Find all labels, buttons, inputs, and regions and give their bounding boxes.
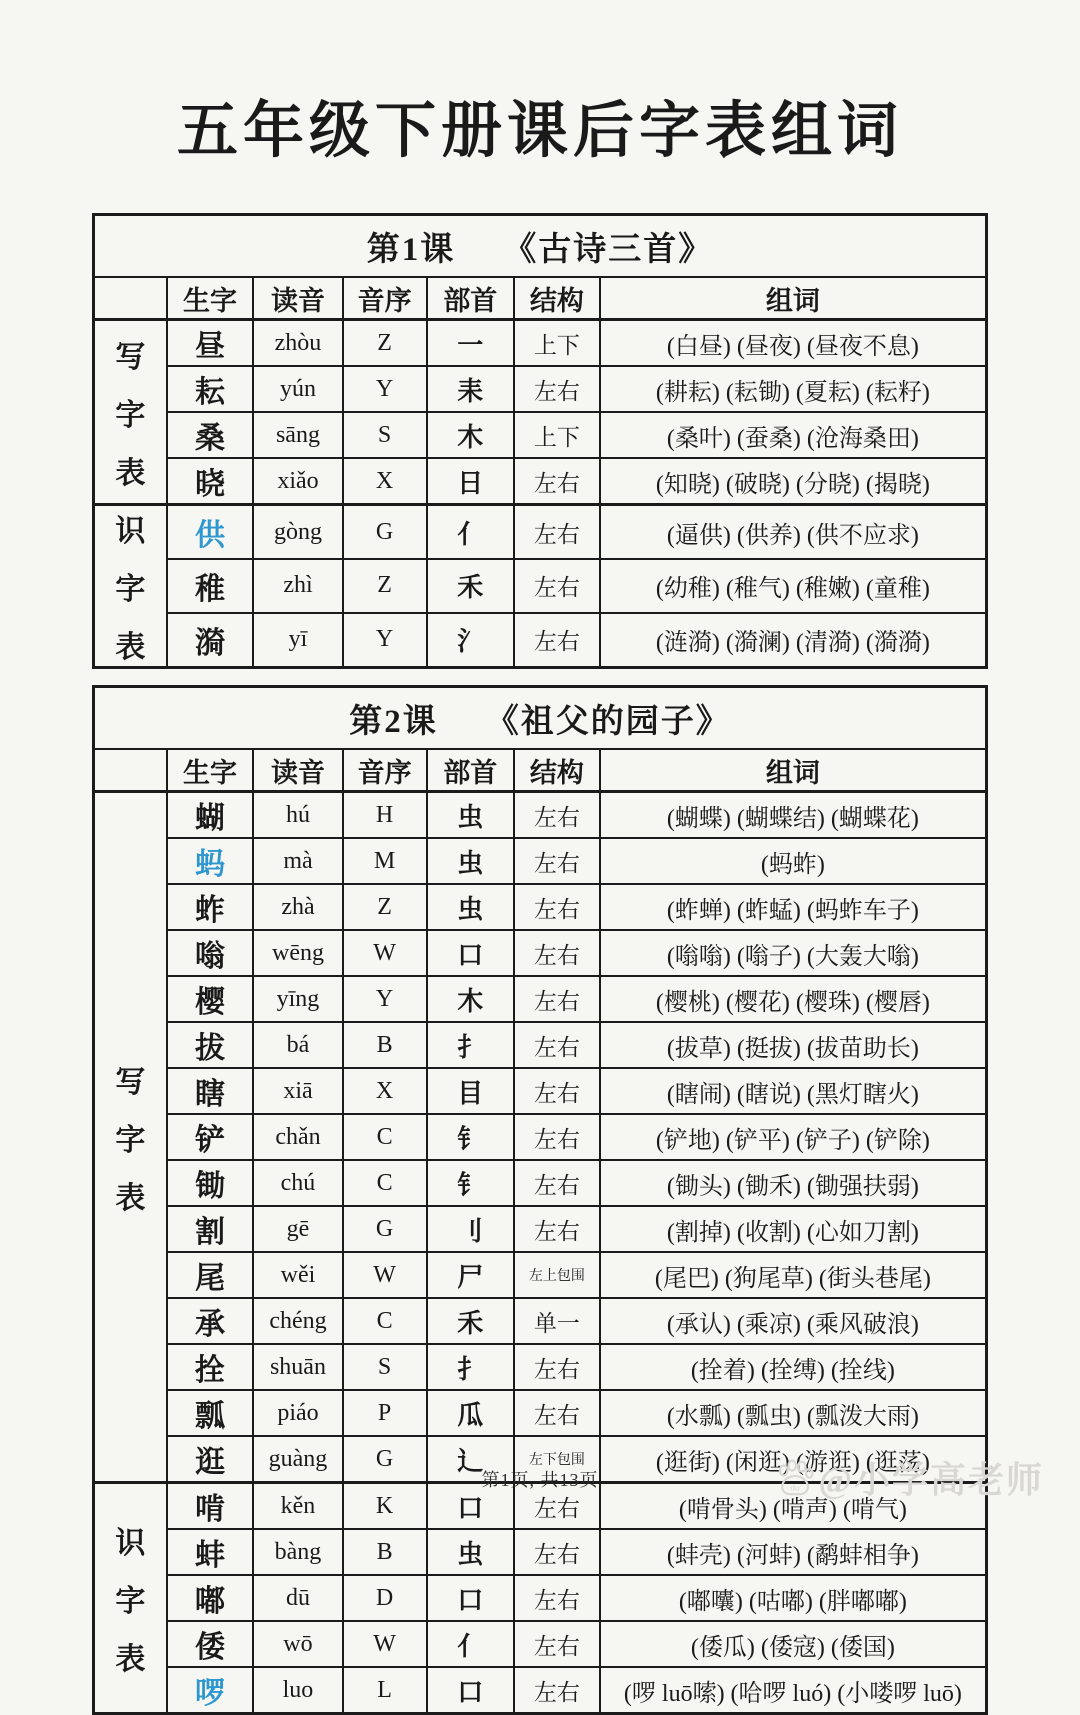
cell-radical: 口 bbox=[427, 1483, 515, 1530]
cell-structure: 左右 bbox=[514, 1483, 600, 1530]
group-label-char: 识 bbox=[115, 515, 146, 548]
cell-structure: 左右 bbox=[514, 976, 600, 1022]
cell-structure: 左右 bbox=[514, 1022, 600, 1068]
cell-pinyin: luo bbox=[253, 1667, 342, 1714]
table-row bbox=[94, 1621, 987, 1667]
col-header-char: 生字 bbox=[167, 277, 254, 320]
cell-words: (耕耘) (耘锄) (夏耘) (耘籽) bbox=[600, 366, 987, 412]
cell-initial: S bbox=[343, 412, 427, 458]
cell-radical: 耒 bbox=[427, 366, 515, 412]
lesson-1-number: 第1课 bbox=[366, 231, 456, 268]
table-row bbox=[94, 412, 987, 458]
lesson-2-table bbox=[92, 685, 988, 1715]
cell-initial: C bbox=[343, 1298, 427, 1344]
table-row bbox=[94, 458, 987, 505]
cell-initial: G bbox=[343, 1206, 427, 1252]
table-row bbox=[94, 1298, 987, 1344]
cell-pinyin: bàng bbox=[253, 1529, 342, 1575]
cell-initial: C bbox=[343, 1160, 427, 1206]
cell-pinyin: xiǎo bbox=[253, 458, 342, 505]
cell-radical: 虫 bbox=[427, 884, 515, 930]
table-row bbox=[94, 1667, 987, 1714]
cell-words: (啰 luō嗦) (哈啰 luó) (小喽啰 luō) bbox=[600, 1667, 987, 1714]
cell-pinyin: gē bbox=[253, 1206, 342, 1252]
cell-char: 嗡 bbox=[167, 930, 254, 976]
cell-structure: 左右 bbox=[514, 1344, 600, 1390]
cell-radical: 禾 bbox=[427, 559, 515, 613]
cell-pinyin: zhòu bbox=[253, 320, 342, 367]
cell-radical: 口 bbox=[427, 930, 515, 976]
cell-char: 蚱 bbox=[167, 884, 254, 930]
corner-cell bbox=[94, 749, 167, 792]
paw-icon bbox=[775, 1458, 815, 1498]
group-label-char: 字 bbox=[115, 1124, 146, 1157]
cell-radical: 扌 bbox=[427, 1344, 515, 1390]
cell-char: 倭 bbox=[167, 1621, 254, 1667]
cell-pinyin: yīng bbox=[253, 976, 342, 1022]
cell-char: 漪 bbox=[167, 613, 254, 668]
table-row bbox=[94, 1390, 987, 1436]
cell-pinyin: yī bbox=[253, 613, 342, 668]
cell-pinyin: kěn bbox=[253, 1483, 342, 1530]
cell-structure: 左右 bbox=[514, 930, 600, 976]
cell-pinyin: shuān bbox=[253, 1344, 342, 1390]
cell-radical: 一 bbox=[427, 320, 515, 367]
table-row bbox=[94, 930, 987, 976]
cell-structure: 左右 bbox=[514, 792, 600, 839]
table-row bbox=[94, 320, 987, 367]
cell-initial: G bbox=[343, 505, 427, 560]
cell-words: (锄头) (锄禾) (锄强扶弱) bbox=[600, 1160, 987, 1206]
cell-words: (蚌壳) (河蚌) (鹬蚌相争) bbox=[600, 1529, 987, 1575]
col-header-char: 生字 bbox=[167, 749, 254, 792]
cell-words: (逛街) (闲逛) (游逛) (逛荡) bbox=[600, 1436, 987, 1483]
table-row bbox=[94, 1344, 987, 1390]
group-label-char: 表 bbox=[115, 631, 146, 664]
cell-words: (蝴蝶) (蝴蝶结) (蝴蝶花) bbox=[600, 792, 987, 839]
cell-structure: 左右 bbox=[514, 1206, 600, 1252]
cell-structure: 左右 bbox=[514, 1114, 600, 1160]
cell-radical: 扌 bbox=[427, 1022, 515, 1068]
cell-initial: G bbox=[343, 1436, 427, 1483]
table-row bbox=[94, 1206, 987, 1252]
cell-char: 拔 bbox=[167, 1022, 254, 1068]
cell-char: 啃 bbox=[167, 1483, 254, 1530]
cell-char: 蚂 bbox=[167, 838, 254, 884]
cell-radical: 虫 bbox=[427, 838, 515, 884]
cell-char: 嘟 bbox=[167, 1575, 254, 1621]
col-header-initial: 音序 bbox=[343, 277, 427, 320]
cell-words: (嗡嗡) (嗡子) (大轰大嗡) bbox=[600, 930, 987, 976]
cell-structure: 上下 bbox=[514, 320, 600, 367]
cell-initial: Y bbox=[343, 366, 427, 412]
table-row bbox=[94, 884, 987, 930]
cell-char: 昼 bbox=[167, 320, 254, 367]
cell-words: (割掉) (收割) (心如刀割) bbox=[600, 1206, 987, 1252]
cell-structure: 上下 bbox=[514, 412, 600, 458]
cell-initial: P bbox=[343, 1390, 427, 1436]
table-row bbox=[94, 613, 987, 668]
group-label-char: 表 bbox=[115, 457, 146, 490]
lesson-1-header-row bbox=[94, 277, 987, 320]
table-row bbox=[94, 1529, 987, 1575]
lesson-1-title-row bbox=[94, 215, 987, 278]
cell-structure: 左右 bbox=[514, 1068, 600, 1114]
cell-char: 逛 bbox=[167, 1436, 254, 1483]
cell-radical: 日 bbox=[427, 458, 515, 505]
cell-char: 蝴 bbox=[167, 792, 254, 839]
group-label bbox=[94, 505, 167, 668]
lesson-1-body bbox=[94, 320, 987, 668]
cell-char: 锄 bbox=[167, 1160, 254, 1206]
cell-structure: 左右 bbox=[514, 458, 600, 505]
cell-char: 割 bbox=[167, 1206, 254, 1252]
cell-words: (瞎闹) (瞎说) (黑灯瞎火) bbox=[600, 1068, 987, 1114]
cell-char: 啰 bbox=[167, 1667, 254, 1714]
table-row bbox=[94, 838, 987, 884]
lesson-2-book-title: 《祖父的园子》 bbox=[485, 703, 731, 740]
col-header-pinyin: 读音 bbox=[253, 749, 342, 792]
group-label-char: 字 bbox=[115, 1585, 146, 1618]
cell-words: (幼稚) (稚气) (稚嫩) (童稚) bbox=[600, 559, 987, 613]
cell-radical: 钅 bbox=[427, 1160, 515, 1206]
cell-structure: 左下包围 bbox=[514, 1436, 600, 1483]
cell-structure: 左右 bbox=[514, 1160, 600, 1206]
cell-initial: B bbox=[343, 1022, 427, 1068]
cell-words: (尾巴) (狗尾草) (街头巷尾) bbox=[600, 1252, 987, 1298]
cell-structure: 左右 bbox=[514, 838, 600, 884]
group-label-char: 表 bbox=[115, 1643, 146, 1676]
cell-initial: X bbox=[343, 1068, 427, 1114]
cell-structure: 左上包围 bbox=[514, 1252, 600, 1298]
group-label bbox=[94, 792, 167, 1483]
cell-structure: 左右 bbox=[514, 1621, 600, 1667]
cell-radical: 虫 bbox=[427, 792, 515, 839]
cell-pinyin: wěi bbox=[253, 1252, 342, 1298]
cell-words: (蚂蚱) bbox=[600, 838, 987, 884]
cell-radical: 口 bbox=[427, 1667, 515, 1714]
cell-words: (拴着) (拴缚) (拴线) bbox=[600, 1344, 987, 1390]
table-row bbox=[94, 1114, 987, 1160]
lesson-2-title-cell bbox=[94, 687, 987, 750]
paw-label: du bbox=[789, 1481, 800, 1492]
cell-words: (拔草) (挺拔) (拔苗助长) bbox=[600, 1022, 987, 1068]
lesson-2-number: 第2课 bbox=[349, 703, 438, 740]
cell-radical: 尸 bbox=[427, 1252, 515, 1298]
col-header-words: 组词 bbox=[600, 749, 987, 792]
cell-words: (倭瓜) (倭寇) (倭国) bbox=[600, 1621, 987, 1667]
table-row bbox=[94, 1252, 987, 1298]
cell-words: (啃骨头) (啃声) (啃气) bbox=[600, 1483, 987, 1530]
col-header-structure: 结构 bbox=[514, 277, 600, 320]
col-header-pinyin: 读音 bbox=[253, 277, 342, 320]
cell-initial: W bbox=[343, 1252, 427, 1298]
cell-radical: 木 bbox=[427, 976, 515, 1022]
cell-char: 桑 bbox=[167, 412, 254, 458]
cell-initial: L bbox=[343, 1667, 427, 1714]
table-row bbox=[94, 559, 987, 613]
cell-pinyin: piáo bbox=[253, 1390, 342, 1436]
group-label-char: 写 bbox=[115, 341, 146, 374]
cell-structure: 左右 bbox=[514, 1390, 600, 1436]
cell-char: 尾 bbox=[167, 1252, 254, 1298]
cell-initial: W bbox=[343, 1621, 427, 1667]
cell-structure: 左右 bbox=[514, 884, 600, 930]
cell-char: 瞎 bbox=[167, 1068, 254, 1114]
cell-radical: 亻 bbox=[427, 1621, 515, 1667]
cell-char: 樱 bbox=[167, 976, 254, 1022]
cell-char: 瓢 bbox=[167, 1390, 254, 1436]
cell-pinyin: guàng bbox=[253, 1436, 342, 1483]
page-title: 五年级下册课后字表组词 bbox=[176, 98, 903, 165]
cell-radical: 氵 bbox=[427, 613, 515, 668]
group-label-char: 字 bbox=[115, 399, 146, 432]
cell-initial: Z bbox=[343, 884, 427, 930]
group-label-char: 写 bbox=[115, 1066, 146, 1099]
cell-initial: H bbox=[343, 792, 427, 839]
cell-char: 承 bbox=[167, 1298, 254, 1344]
lesson-1-table bbox=[92, 213, 988, 669]
cell-words: (逼供) (供养) (供不应求) bbox=[600, 505, 987, 560]
group-label bbox=[94, 1483, 167, 1714]
cell-initial: Y bbox=[343, 613, 427, 668]
cell-pinyin: wēng bbox=[253, 930, 342, 976]
watermark bbox=[775, 1452, 1045, 1503]
table-row bbox=[94, 366, 987, 412]
lesson-2-header-row bbox=[94, 749, 987, 792]
lesson-1-title-cell bbox=[94, 215, 987, 278]
cell-radical: 亻 bbox=[427, 505, 515, 560]
table-row bbox=[94, 1575, 987, 1621]
table-row bbox=[94, 1022, 987, 1068]
cell-pinyin: dū bbox=[253, 1575, 342, 1621]
lesson-2-body bbox=[94, 792, 987, 1714]
cell-structure: 左右 bbox=[514, 1529, 600, 1575]
watermark-text: @小学高老师 bbox=[818, 1460, 1044, 1500]
cell-radical: 虫 bbox=[427, 1529, 515, 1575]
cell-structure: 左右 bbox=[514, 1667, 600, 1714]
cell-char: 耘 bbox=[167, 366, 254, 412]
cell-initial: K bbox=[343, 1483, 427, 1530]
cell-pinyin: sāng bbox=[253, 412, 342, 458]
cell-pinyin: bá bbox=[253, 1022, 342, 1068]
cell-structure: 左右 bbox=[514, 366, 600, 412]
cell-structure: 左右 bbox=[514, 559, 600, 613]
cell-initial: Z bbox=[343, 559, 427, 613]
table-row bbox=[94, 505, 987, 560]
cell-char: 拴 bbox=[167, 1344, 254, 1390]
cell-words: (涟漪) (漪澜) (清漪) (漪漪) bbox=[600, 613, 987, 668]
table-row bbox=[94, 1068, 987, 1114]
cell-pinyin: yún bbox=[253, 366, 342, 412]
cell-words: (铲地) (铲平) (铲子) (铲除) bbox=[600, 1114, 987, 1160]
cell-radical: 瓜 bbox=[427, 1390, 515, 1436]
cell-words: (白昼) (昼夜) (昼夜不息) bbox=[600, 320, 987, 367]
table-row bbox=[94, 976, 987, 1022]
page-footer: 第1页, 共13页 bbox=[481, 1470, 599, 1490]
cell-initial: B bbox=[343, 1529, 427, 1575]
cell-char: 晓 bbox=[167, 458, 254, 505]
group-label-char: 表 bbox=[115, 1182, 146, 1215]
col-header-radical: 部首 bbox=[427, 277, 515, 320]
group-label-char: 字 bbox=[115, 573, 146, 606]
cell-char: 供 bbox=[167, 505, 254, 560]
col-header-words: 组词 bbox=[600, 277, 987, 320]
cell-radical: 刂 bbox=[427, 1206, 515, 1252]
cell-pinyin: mà bbox=[253, 838, 342, 884]
cell-initial: X bbox=[343, 458, 427, 505]
cell-words: (嘟囔) (咕嘟) (胖嘟嘟) bbox=[600, 1575, 987, 1621]
cell-pinyin: gòng bbox=[253, 505, 342, 560]
group-label-char: 识 bbox=[115, 1527, 146, 1560]
cell-radical: 目 bbox=[427, 1068, 515, 1114]
group-label bbox=[94, 320, 167, 505]
cell-initial: S bbox=[343, 1344, 427, 1390]
cell-pinyin: wō bbox=[253, 1621, 342, 1667]
cell-pinyin: chéng bbox=[253, 1298, 342, 1344]
cell-words: (承认) (乘凉) (乘风破浪) bbox=[600, 1298, 987, 1344]
col-header-initial: 音序 bbox=[343, 749, 427, 792]
cell-pinyin: zhì bbox=[253, 559, 342, 613]
cell-initial: M bbox=[343, 838, 427, 884]
cell-pinyin: hú bbox=[253, 792, 342, 839]
cell-words: (蚱蝉) (蚱蜢) (蚂蚱车子) bbox=[600, 884, 987, 930]
lesson-2-title-row bbox=[94, 687, 987, 750]
cell-words: (桑叶) (蚕桑) (沧海桑田) bbox=[600, 412, 987, 458]
cell-initial: D bbox=[343, 1575, 427, 1621]
col-header-radical: 部首 bbox=[427, 749, 515, 792]
cell-radical: 辶 bbox=[427, 1436, 515, 1483]
cell-radical: 钅 bbox=[427, 1114, 515, 1160]
cell-char: 蚌 bbox=[167, 1529, 254, 1575]
cell-char: 稚 bbox=[167, 559, 254, 613]
cell-char: 铲 bbox=[167, 1114, 254, 1160]
cell-words: (樱桃) (樱花) (樱珠) (樱唇) bbox=[600, 976, 987, 1022]
cell-initial: Y bbox=[343, 976, 427, 1022]
cell-pinyin: xiā bbox=[253, 1068, 342, 1114]
cell-structure: 单一 bbox=[514, 1298, 600, 1344]
cell-pinyin: zhà bbox=[253, 884, 342, 930]
cell-initial: C bbox=[343, 1114, 427, 1160]
corner-cell bbox=[94, 277, 167, 320]
cell-initial: Z bbox=[343, 320, 427, 367]
lesson-1-book-title: 《古诗三首》 bbox=[503, 231, 714, 268]
cell-radical: 禾 bbox=[427, 1298, 515, 1344]
cell-radical: 口 bbox=[427, 1575, 515, 1621]
col-header-structure: 结构 bbox=[514, 749, 600, 792]
cell-pinyin: chú bbox=[253, 1160, 342, 1206]
table-row bbox=[94, 792, 987, 839]
cell-pinyin: chǎn bbox=[253, 1114, 342, 1160]
cell-structure: 左右 bbox=[514, 505, 600, 560]
table-row bbox=[94, 1160, 987, 1206]
cell-structure: 左右 bbox=[514, 1575, 600, 1621]
cell-structure: 左右 bbox=[514, 613, 600, 668]
cell-words: (知晓) (破晓) (分晓) (揭晓) bbox=[600, 458, 987, 505]
cell-words: (水瓢) (瓢虫) (瓢泼大雨) bbox=[600, 1390, 987, 1436]
cell-radical: 木 bbox=[427, 412, 515, 458]
cell-initial: W bbox=[343, 930, 427, 976]
